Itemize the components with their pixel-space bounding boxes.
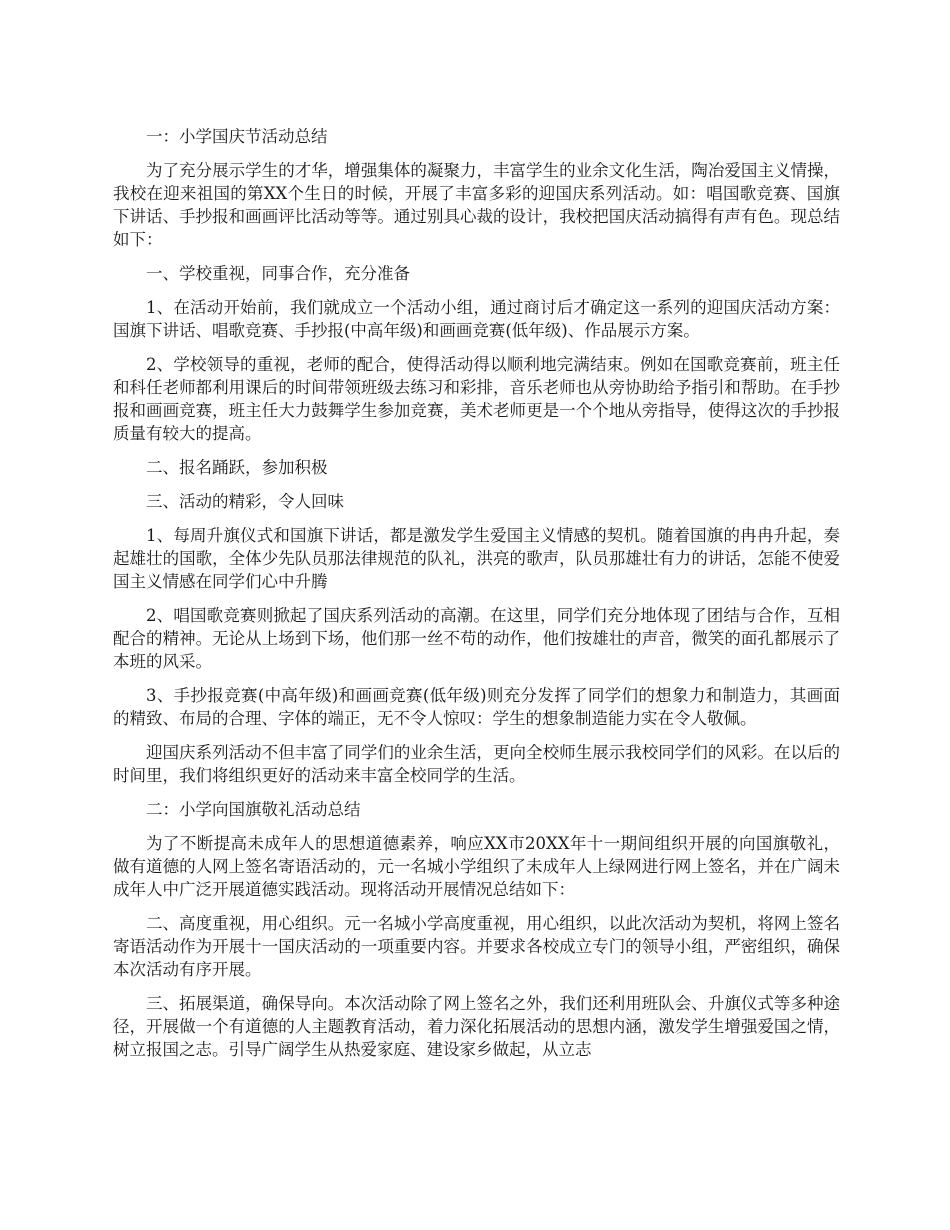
paragraph: 1、每周升旗仪式和国旗下讲话，都是激发学生爱国主义情感的契机。随着国旗的冉冉升起，奏起雄壮的国歌，全体少先队员那法律规范的队礼，洪亮的歌声，队员那雄壮有力的讲话，怎能不使爱国主义情感在同学们心中升腾 — [113, 526, 840, 591]
section-heading: 一：小学国庆节活动总结 — [146, 127, 328, 146]
paragraph: 为了充分展示学生的才华，增强集体的凝聚力，丰富学生的业余文化生活，陶冶爱国主义情操，我校在迎来祖国的第XX个生日的时候，开展了丰富多彩的迎国庆系列活动。如：唱国歌竞赛、国旗下讲话、手抄报和画画评比活动等等。通过别具心裁的设计，我校把国庆活动搞得有声有色。现总结如下： — [113, 161, 840, 249]
paragraph: 3、手抄报竞赛(中高年级)和画画竞赛(低年级)则充分发挥了同学们的想象力和制造力，其画面的精致、布局的合理、字体的端正，无不令人惊叹：学生的想象制造能力实在令人敬佩。 — [113, 686, 840, 728]
paragraph: 迎国庆系列活动不但丰富了同学们的业余生活，更向全校师生展示我校同学们的风彩。在以后的时间里，我们将组织更好的活动来丰富全校同学的生活。 — [113, 743, 840, 785]
paragraph: 1、在活动开始前，我们就成立一个活动小组，通过商讨后才确定这一系列的迎国庆活动方案：国旗下讲话、唱歌竞赛、手抄报(中高年级)和画画竞赛(低年级)、作品展示方案。 — [113, 298, 840, 340]
section-heading: 三、活动的精彩，令人回味 — [146, 492, 344, 511]
paragraph: 三、拓展渠道，确保导向。本次活动除了网上签名之外，我们还利用班队会、升旗仪式等多种途径，开展做一个有道德的人主题教育活动，着力深化拓展活动的思想内涵，激发学生增强爱国之情，树立报国之志。引导广阔学生从热爱家庭、建设家乡做起，从立志 — [113, 994, 840, 1059]
paragraph: 2、学校领导的重视，老师的配合，使得活动得以顺利地完满结束。例如在国歌竞赛前，班主任和科任老师都利用课后的时间带领班级去练习和彩排，音乐老师也从旁协助给予指引和帮助。在手抄报和画画竞赛，班主任大力鼓舞学生参加竞赛，美术老师更是一个个地从旁指导，使得这次的手抄报质量有较大的提高。 — [113, 355, 840, 443]
document-body — [113, 125, 840, 1072]
section-heading: 二、报名踊跃，参加积极 — [146, 458, 328, 477]
paragraph: 为了不断提高未成年人的思想道德素养，响应XX市20XX年十一期间组织开展的向国旗敬礼，做有道德的人网上签名寄语活动的，元一名城小学组织了未成年人上绿网进行网上签名，并在广阔未成年人中广泛开展道德实践活动。现将活动开展情况总结如下： — [113, 834, 840, 899]
section-heading: 二：小学向国旗敬礼活动总结 — [146, 800, 361, 819]
paragraph: 2、唱国歌竞赛则掀起了国庆系列活动的高潮。在这里，同学们充分地体现了团结与合作，互相配合的精神。无论从上场到下场，他们那一丝不苟的动作，他们按雄壮的声音，微笑的面孔都展示了本班的风采。 — [113, 606, 840, 671]
section-heading: 一、学校重视，同事合作，充分准备 — [146, 264, 410, 283]
paragraph: 二、高度重视，用心组织。元一名城小学高度重视，用心组织，以此次活动为契机，将网上签名寄语活动作为开展十一国庆活动的一项重要内容。并要求各校成立专门的领导小组，严密组织，确保本次活动有序开展。 — [113, 914, 840, 979]
